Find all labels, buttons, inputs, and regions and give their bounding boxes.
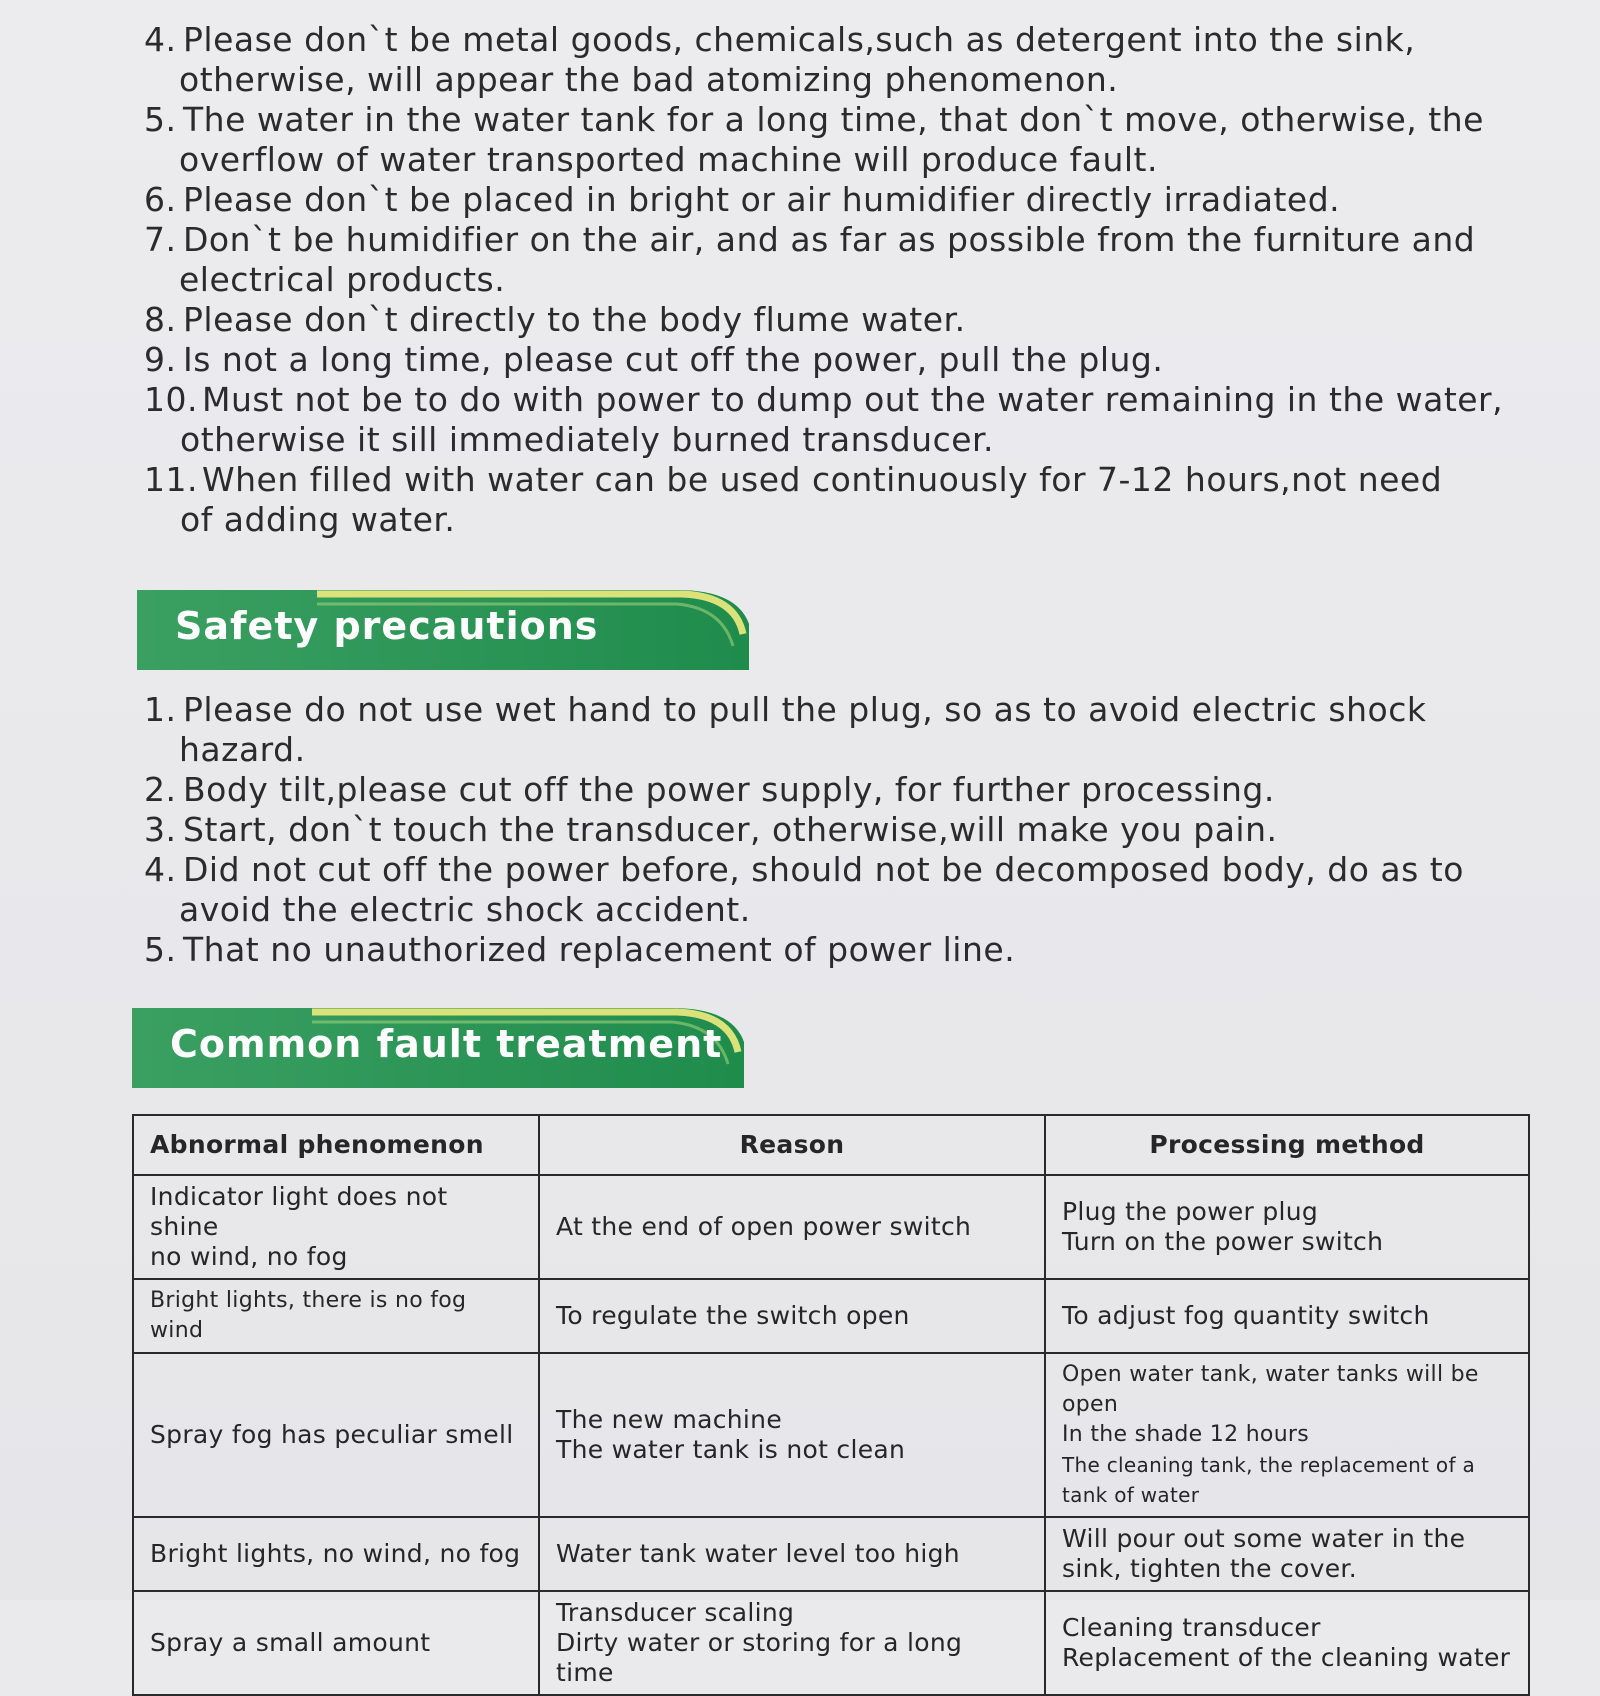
phenomenon-cell: Bright lights, no wind, no fog	[133, 1517, 539, 1591]
list-item: 6. Please don`t be placed in bright or air humidifier directly irradiated.	[144, 180, 1341, 219]
list-item: 9. Is not a long time, please cut off the power, pull the plug.	[144, 340, 1164, 379]
fault-table	[132, 1114, 1530, 1696]
reason-cell: Transducer scaling Dirty water or storing for a long time	[539, 1591, 1045, 1695]
reason-cell: To regulate the switch open	[539, 1279, 1045, 1353]
safety-banner	[137, 584, 749, 670]
list-item: 3. Start, don`t touch the transducer, otherwise,will make you pain.	[144, 810, 1278, 849]
table-row	[133, 1279, 1529, 1353]
reason-cell: Water tank water level too high	[539, 1517, 1045, 1591]
list-item: 10. Must not be to do with power to dump out the water remaining in the water, otherwise it sill immediately burned transducer.	[144, 380, 1504, 459]
safety-list	[140, 690, 1464, 970]
fault-banner	[132, 1002, 744, 1088]
fault-heading: Common fault treatment	[170, 1022, 723, 1066]
method-cell: Cleaning transducer Replacement of the cleaning water	[1045, 1591, 1529, 1695]
list-item: 11. When filled with water can be used continuously for 7-12 hours,not need of adding water.	[144, 460, 1443, 539]
method-cell: Will pour out some water in the sink, tighten the cover.	[1045, 1517, 1529, 1591]
reason-cell: The new machine The water tank is not clean	[539, 1353, 1045, 1517]
phenomenon-cell: Spray a small amount	[133, 1591, 539, 1695]
list-item: 8. Please don`t directly to the body flume water.	[144, 300, 966, 339]
phenomenon-cell: Indicator light does not shine no wind, no fog	[133, 1175, 539, 1279]
list-item: 4. Did not cut off the power before, should not be decomposed body, do as to avoid the electric shock accident.	[144, 850, 1464, 929]
list-item: 5. The water in the water tank for a long time, that don`t move, otherwise, the overflow of water transported machine will produce fault.	[144, 100, 1484, 179]
header-method: Processing method	[1045, 1115, 1529, 1175]
safety-heading: Safety precautions	[175, 604, 599, 648]
method-cell: To adjust fog quantity switch	[1045, 1279, 1529, 1353]
method-cell: Plug the power plug Turn on the power switch	[1045, 1175, 1529, 1279]
table-row	[133, 1175, 1529, 1279]
usage-notes-list	[140, 20, 1503, 540]
header-reason: Reason	[539, 1115, 1045, 1175]
table-row	[133, 1591, 1529, 1695]
list-item: 5. That no unauthorized replacement of power line.	[144, 930, 1016, 969]
phenomenon-cell: Bright lights, there is no fog wind	[133, 1279, 539, 1353]
header-phenomenon: Abnormal phenomenon	[133, 1115, 539, 1175]
list-item: 2. Body tilt,please cut off the power supply, for further processing.	[144, 770, 1275, 809]
list-item: 1. Please do not use wet hand to pull the plug, so as to avoid electric shock hazard.	[144, 690, 1427, 769]
reason-cell: At the end of open power switch	[539, 1175, 1045, 1279]
list-item: 7. Don`t be humidifier on the air, and as far as possible from the furniture and electrical products.	[144, 220, 1476, 299]
method-cell: Open water tank, water tanks will be open In the shade 12 hours The cleaning tank, the replacement of a tank of water	[1045, 1353, 1529, 1517]
phenomenon-cell: Spray fog has peculiar smell	[133, 1353, 539, 1517]
table-row	[133, 1353, 1529, 1517]
table-header-row	[133, 1115, 1529, 1175]
list-item: 4. Please don`t be metal goods, chemicals,such as detergent into the sink, otherwise, will appear the bad atomizing phenomenon.	[144, 20, 1416, 99]
table-row	[133, 1517, 1529, 1591]
